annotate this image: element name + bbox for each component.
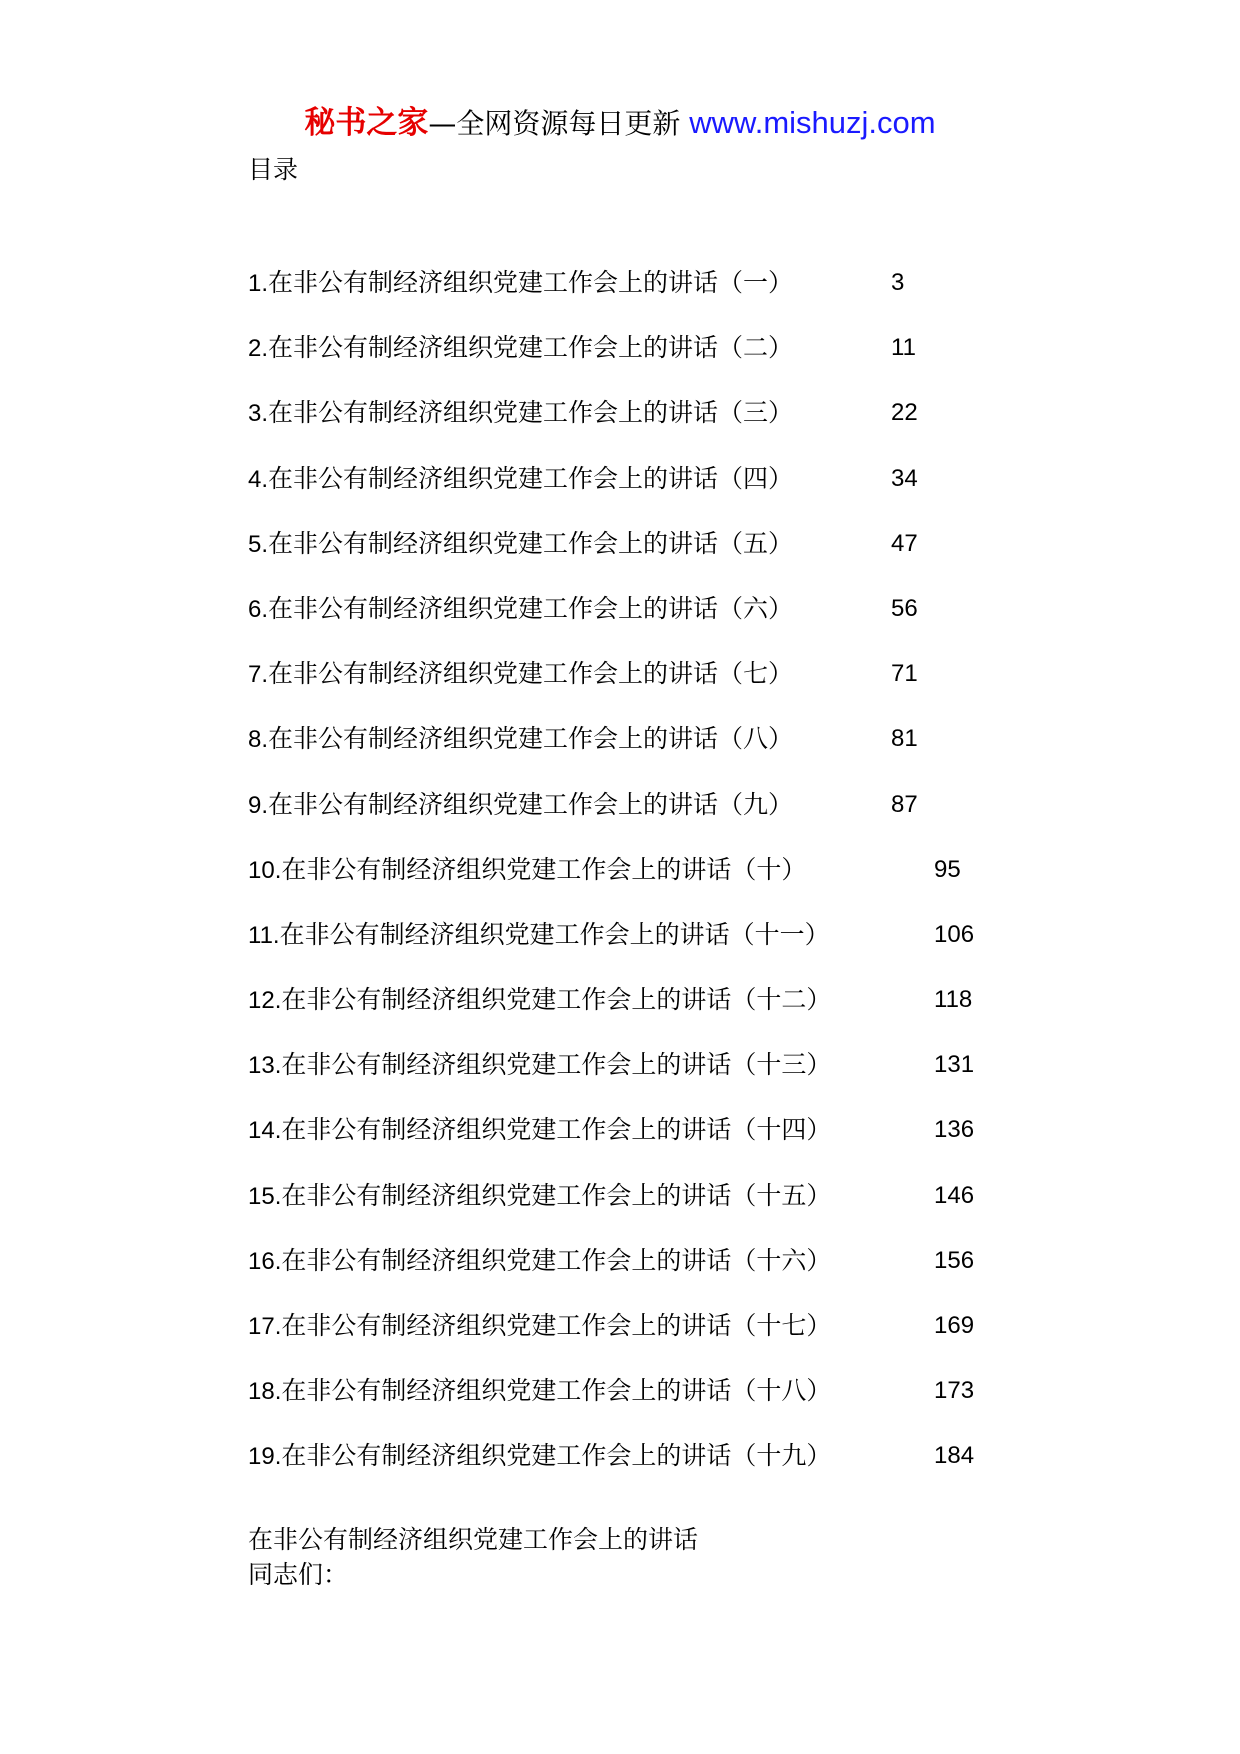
toc-entry-page: 173 <box>934 1377 975 1405</box>
toc-entry-number: 10. <box>248 856 282 884</box>
toc-entry-number: 1. <box>248 270 269 297</box>
toc-entry-page: 118 <box>934 986 973 1014</box>
toc-entry-number: 8. <box>248 726 269 754</box>
toc-entry-15[interactable] <box>248 1178 974 1243</box>
site-url-link[interactable]: www.mishuzj.com <box>689 105 936 140</box>
toc-entry-17[interactable] <box>248 1308 974 1373</box>
toc-entry-label <box>248 1308 934 1345</box>
toc-entry-title: 在非公有制经济组织党建工作会上的讲话（一） <box>268 268 794 297</box>
toc-entry-number: 12. <box>248 987 282 1015</box>
toc-entry-page: 169 <box>934 1312 975 1339</box>
toc-entry-title: 在非公有制经济组织党建工作会上的讲话（七） <box>268 659 794 689</box>
toc-entry-16[interactable] <box>248 1243 974 1308</box>
toc-entry-number: 18. <box>248 1378 282 1406</box>
toc-entry-title: 在非公有制经济组织党建工作会上的讲话（六） <box>268 593 794 623</box>
toc-entry-6[interactable] <box>248 591 974 656</box>
toc-entry-number: 7. <box>248 661 269 689</box>
toc-entry-label <box>248 1112 934 1149</box>
toc-entry-page: 146 <box>934 1181 975 1209</box>
toc-entry-page: 34 <box>891 464 918 492</box>
toc-entry-number: 19. <box>248 1443 282 1471</box>
toc-entry-title: 在非公有制经济组织党建工作会上的讲话（十二） <box>281 985 832 1015</box>
toc-entry-number: 16. <box>248 1247 282 1275</box>
toc-entry-title: 在非公有制经济组织党建工作会上的讲话（十五） <box>281 1180 832 1210</box>
site-tagline: —全网资源每日更新 <box>428 107 690 140</box>
site-banner <box>0 100 1240 146</box>
toc-entry-page: 11 <box>891 334 916 362</box>
toc-entry-label <box>248 1438 934 1475</box>
toc-entry-page: 87 <box>891 790 918 818</box>
toc-entry-number: 13. <box>248 1052 282 1080</box>
toc-entry-number: 11. <box>248 921 280 949</box>
toc-entry-title: 在非公有制经济组织党建工作会上的讲话（九） <box>268 789 794 819</box>
toc-entry-label <box>248 526 891 563</box>
toc-entry-number: 9. <box>248 791 269 819</box>
toc-entry-label <box>248 1243 934 1280</box>
toc-entry-9[interactable] <box>248 787 974 852</box>
site-brand-name: 秘书之家 <box>304 105 429 141</box>
toc-entry-page: 3 <box>891 269 905 296</box>
toc-entry-2[interactable] <box>248 330 974 395</box>
toc-entry-14[interactable] <box>248 1112 974 1177</box>
toc-entry-number: 14. <box>248 1117 282 1145</box>
toc-entry-8[interactable] <box>248 721 974 786</box>
speech-heading: 在非公有制经济组织党建工作会上的讲话 <box>248 1525 699 1554</box>
toc-entry-19[interactable] <box>248 1438 974 1503</box>
toc-entry-number: 5. <box>248 530 269 558</box>
toc-entry-label <box>248 1047 934 1084</box>
toc-entry-label <box>248 1178 934 1215</box>
toc-entry-title: 在非公有制经济组织党建工作会上的讲话（十三） <box>281 1050 832 1080</box>
toc-entry-label <box>248 656 891 693</box>
toc-entry-title: 在非公有制经济组织党建工作会上的讲话（五） <box>268 528 794 558</box>
toc-entry-page: 81 <box>891 725 918 753</box>
toc-entry-page: 56 <box>891 594 918 622</box>
toc-entry-page: 184 <box>934 1442 975 1470</box>
toc-entry-title: 在非公有制经济组织党建工作会上的讲话（十六） <box>281 1245 832 1275</box>
toc-entry-label <box>248 591 891 628</box>
toc-entry-page: 156 <box>934 1246 975 1274</box>
toc-entry-label <box>248 917 934 954</box>
toc-entry-label <box>248 721 891 758</box>
toc-entry-title: 在非公有制经济组织党建工作会上的讲话（十四） <box>281 1115 832 1145</box>
toc-entry-page: 47 <box>891 529 918 557</box>
toc-entry-18[interactable] <box>248 1373 974 1438</box>
toc-entry-number: 15. <box>248 1182 282 1210</box>
table-of-contents <box>248 265 974 1504</box>
toc-entry-4[interactable] <box>248 461 974 526</box>
toc-entry-title: 在非公有制经济组织党建工作会上的讲话（十七） <box>281 1311 832 1340</box>
toc-entry-label <box>248 852 934 889</box>
toc-entry-title: 在非公有制经济组织党建工作会上的讲话（三） <box>268 398 794 428</box>
toc-entry-number: 6. <box>248 595 269 623</box>
toc-entry-page: 95 <box>934 855 961 883</box>
toc-entry-1[interactable] <box>248 265 974 330</box>
toc-entry-10[interactable] <box>248 852 974 917</box>
toc-entry-page: 71 <box>891 660 918 688</box>
toc-entry-page: 22 <box>891 399 918 427</box>
toc-entry-title: 在非公有制经济组织党建工作会上的讲话（十一） <box>279 919 830 949</box>
toc-entry-number: 4. <box>248 465 269 493</box>
toc-entry-label <box>248 787 891 824</box>
toc-entry-page: 106 <box>934 920 975 948</box>
toc-entry-number: 2. <box>248 335 269 363</box>
toc-entry-13[interactable] <box>248 1047 974 1112</box>
toc-entry-title: 在非公有制经济组织党建工作会上的讲话（十九） <box>281 1441 832 1471</box>
toc-entry-title: 在非公有制经济组织党建工作会上的讲话（十八） <box>281 1376 832 1406</box>
toc-entry-3[interactable] <box>248 395 974 460</box>
toc-entry-title: 在非公有制经济组织党建工作会上的讲话（八） <box>268 724 794 754</box>
toc-entry-label <box>248 395 891 432</box>
toc-entry-number: 17. <box>248 1313 282 1340</box>
toc-entry-label <box>248 982 934 1019</box>
toc-entry-label <box>248 1373 934 1410</box>
toc-entry-title: 在非公有制经济组织党建工作会上的讲话（四） <box>268 463 794 493</box>
toc-entry-page: 136 <box>934 1116 975 1144</box>
toc-entry-page: 131 <box>934 1051 975 1079</box>
toc-entry-title: 在非公有制经济组织党建工作会上的讲话（十） <box>281 854 807 884</box>
toc-entry-label <box>248 265 891 302</box>
toc-title: 目录 <box>248 155 299 184</box>
toc-entry-11[interactable] <box>248 917 974 982</box>
toc-entry-label <box>248 461 891 498</box>
toc-entry-12[interactable] <box>248 982 974 1047</box>
speech-greeting: 同志们： <box>248 1560 349 1589</box>
toc-entry-label <box>248 330 891 367</box>
toc-entry-number: 3. <box>248 400 269 428</box>
toc-entry-5[interactable] <box>248 526 974 591</box>
toc-entry-title: 在非公有制经济组织党建工作会上的讲话（二） <box>268 333 794 363</box>
toc-entry-7[interactable] <box>248 656 974 721</box>
